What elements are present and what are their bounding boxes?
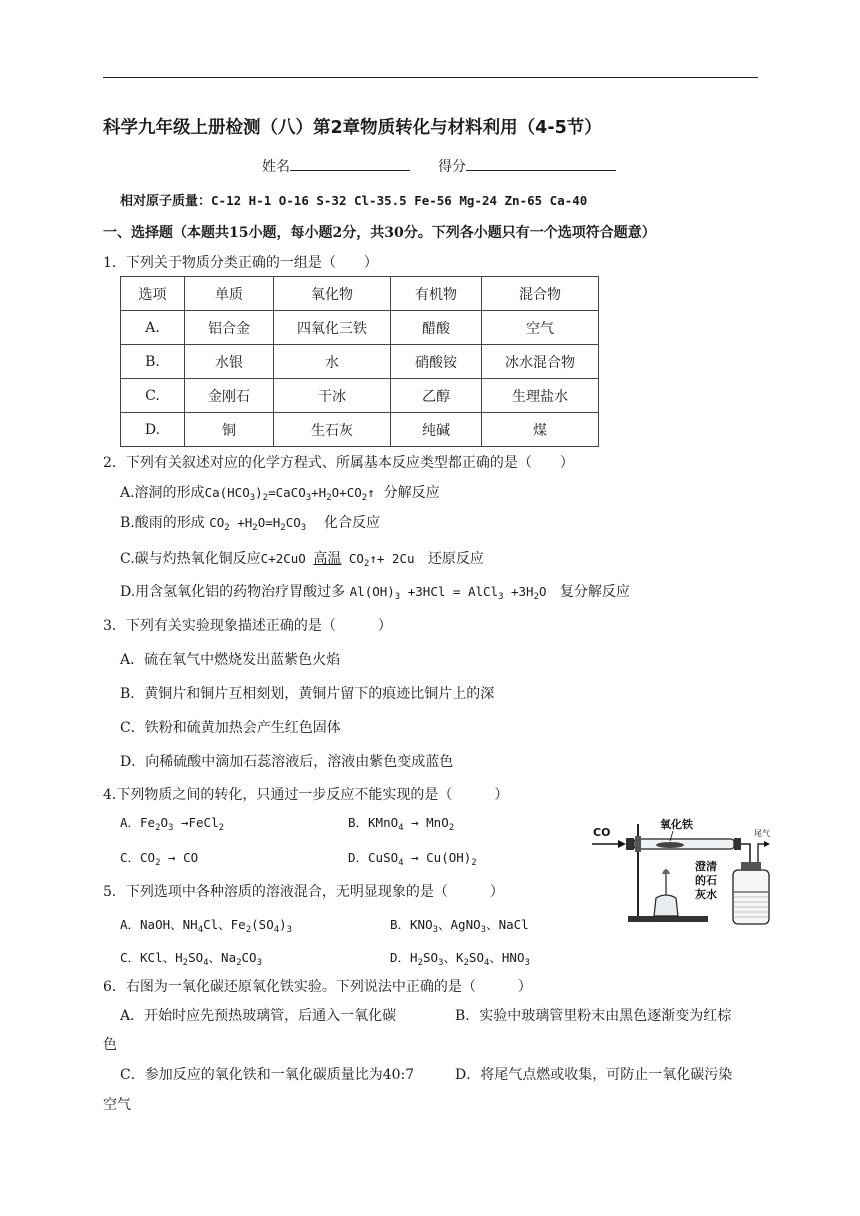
q6-option-b-wrap: 色 xyxy=(103,1037,117,1053)
q2-a-equation: $Ca(HCO_3)_2=CaCO_3+H_2O+CO_2↑$ xyxy=(204,485,375,503)
name-label: 姓名 xyxy=(262,159,290,175)
q2-d-text: D.用含氢氧化铝的药物治疗胃酸过多 xyxy=(120,584,346,600)
q2-c-condition: 高温 xyxy=(313,551,342,567)
name-field xyxy=(262,156,410,176)
q6-option-a: A．开始时应先预热玻璃管，后通入一氧化碳 xyxy=(120,1008,397,1024)
q2-option-b xyxy=(120,512,380,532)
q5-option-d: D．$H_2SO_3$、$K_2SO_4$、$HNO_3$ xyxy=(390,950,530,968)
q4-option-b: B．KMnO$_4$ → MnO$_2$ xyxy=(348,815,455,833)
table-cell: 金刚石 xyxy=(185,379,274,413)
page-title: 科学九年级上册检测（八）第2章物质转化与材料利用（4-5节） xyxy=(103,118,602,138)
section-heading: 一、选择题（本题共15小题，每小题2分，共30分。下列各小题只有一个选项符合题意） xyxy=(103,225,656,241)
q3-option-a: A．硫在氧气中燃烧发出蓝紫色火焰 xyxy=(120,652,341,668)
co-reduction-apparatus-figure xyxy=(588,812,773,930)
table-cell: 干冰 xyxy=(274,379,391,413)
q3-stem: 3．下列有关实验现象描述正确的是（ ） xyxy=(103,618,392,634)
name-blank xyxy=(290,156,410,171)
table-row xyxy=(121,379,599,413)
table-cell: B. xyxy=(121,345,185,379)
q2-option-c xyxy=(120,548,484,568)
tail-gas-label: 尾气 xyxy=(754,829,770,838)
q2-d-type: 复分解反应 xyxy=(559,584,630,600)
table-cell: 选项 xyxy=(121,277,185,311)
q2-option-a xyxy=(120,482,440,502)
oxide-label: 氧化铁 xyxy=(660,818,693,831)
q2-c-type: 还原反应 xyxy=(427,551,484,567)
burner-flame xyxy=(662,869,670,874)
q2-b-type: 化合反应 xyxy=(323,515,380,531)
q6-stem: 6．右图为一氧化碳还原氧化铁实验。下列说法中正确的是（ ） xyxy=(103,979,532,995)
table-cell: 水 xyxy=(274,345,391,379)
table-cell: 铜 xyxy=(185,413,274,447)
q5-option-b: B．$KNO_3$、AgNO$_3$、NaCl xyxy=(390,917,529,935)
stand-base xyxy=(628,916,708,922)
table-cell: 冰水混合物 xyxy=(482,345,599,379)
table-cell: 铝合金 xyxy=(185,311,274,345)
q6-option-d-wrap: 空气 xyxy=(103,1097,131,1113)
score-field xyxy=(438,156,616,176)
alcohol-lamp xyxy=(654,895,678,916)
score-label: 得分 xyxy=(438,159,466,175)
q2-b-equation: $CO_2 +H_2O=H_2CO_3$ xyxy=(209,515,307,533)
table-header-row xyxy=(121,277,599,311)
table-cell: 单质 xyxy=(185,277,274,311)
table-cell: C. xyxy=(121,379,185,413)
table-cell: A. xyxy=(121,311,185,345)
co-arrow-head xyxy=(618,840,626,848)
q3-option-c: C．铁粉和硫黄加热会产生红色固体 xyxy=(120,720,341,736)
lime-label-2: 的石 xyxy=(695,874,717,887)
q2-a-type: 分解反应 xyxy=(383,485,440,501)
clamp xyxy=(635,836,641,852)
table-cell: 硝酸铵 xyxy=(391,345,482,379)
tail-gas-arrow xyxy=(764,841,770,847)
table-cell: 水银 xyxy=(185,345,274,379)
q2-c-lhs: C+2CuO xyxy=(260,551,314,566)
left-stopper xyxy=(626,838,634,850)
q4-stem: 4.下列物质之间的转化，只通过一步反应不能实现的是（ ） xyxy=(103,787,509,803)
q2-option-d xyxy=(120,581,630,601)
q2-c-rhs: $CO_2↑+ 2Cu$ xyxy=(341,551,415,569)
q4-option-a: A．$Fe_2O_3$ →FeCl$_2$ xyxy=(120,815,225,833)
q4-option-c: C．$CO_2$ → CO xyxy=(120,850,199,868)
table-cell: 混合物 xyxy=(482,277,599,311)
table-cell: 生理盐水 xyxy=(482,379,599,413)
right-stopper xyxy=(734,838,741,850)
table-cell: 煤 xyxy=(482,413,599,447)
q6-option-b: B．实验中玻璃管里粉末由黑色逐渐变为红棕 xyxy=(455,1008,732,1024)
table-cell: 生石灰 xyxy=(274,413,391,447)
score-blank xyxy=(466,156,616,171)
q1-stem: 1．下列关于物质分类正确的一组是（ ） xyxy=(103,255,378,271)
atomic-masses xyxy=(120,190,587,209)
bottle-stopper xyxy=(741,862,761,871)
glass-tube xyxy=(634,839,734,849)
table-cell: 醋酸 xyxy=(391,311,482,345)
q3-option-d: D．向稀硫酸中滴加石蕊溶液后，溶液由紫色变成蓝色 xyxy=(120,754,454,770)
table-cell: 氧化物 xyxy=(274,277,391,311)
co-label: CO xyxy=(593,826,611,839)
iron-oxide-powder xyxy=(656,842,684,848)
q6-option-c: C．参加反应的氧化铁和一氧化碳质量比为40:7 xyxy=(120,1067,415,1083)
q1-table xyxy=(120,276,599,447)
atomic-label: 相对原子质量： xyxy=(120,194,212,209)
lime-label-3: 灰水 xyxy=(695,888,717,901)
table-row xyxy=(121,345,599,379)
table-cell: 空气 xyxy=(482,311,599,345)
table-cell: 纯碱 xyxy=(391,413,482,447)
table-cell: 乙醇 xyxy=(391,379,482,413)
table-row xyxy=(121,413,599,447)
table-cell: 四氧化三铁 xyxy=(274,311,391,345)
table-cell: D. xyxy=(121,413,185,447)
table-row xyxy=(121,311,599,345)
q2-c-text: C.碳与灼热氧化铜反应 xyxy=(120,551,261,567)
q5-option-c: C．KCl、$H_2SO_4$、$Na_2CO_3$ xyxy=(120,950,263,968)
table-cell: 有机物 xyxy=(391,277,482,311)
q5-stem: 5．下列选项中各种溶质的溶液混合，无明显现象的是（ ） xyxy=(103,884,504,900)
lime-label-1: 澄清 xyxy=(695,860,717,873)
header-rule xyxy=(103,77,758,78)
q5-option-a: A．NaOH、$NH_4Cl$、$Fe_2(SO_4)_3$ xyxy=(120,917,293,935)
q2-stem: 2．下列有关叙述对应的化学方程式、所属基本反应类型都正确的是（ ） xyxy=(103,455,574,471)
q3-option-b: B．黄铜片和铜片互相刻划，黄铜片留下的痕迹比铜片上的深 xyxy=(120,686,495,702)
q2-a-text: A.溶洞的形成 xyxy=(120,485,205,501)
q6-option-d: D．将尾气点燃或收集，可防止一氧化碳污染 xyxy=(455,1067,733,1083)
q2-d-equation: $Al(OH)_3 +3HCl$ = AlCl$_3$ $+3H_2O$ xyxy=(349,584,547,602)
q2-b-text: B.酸雨的形成 xyxy=(120,515,205,531)
q4-option-d: D．CuSO$_4$ → $Cu(OH)_2$ xyxy=(348,850,477,868)
atomic-values: C-12 H-1 O-16 S-32 Cl-35.5 Fe-56 Mg-24 Zn-65 Ca-40 xyxy=(211,193,588,208)
